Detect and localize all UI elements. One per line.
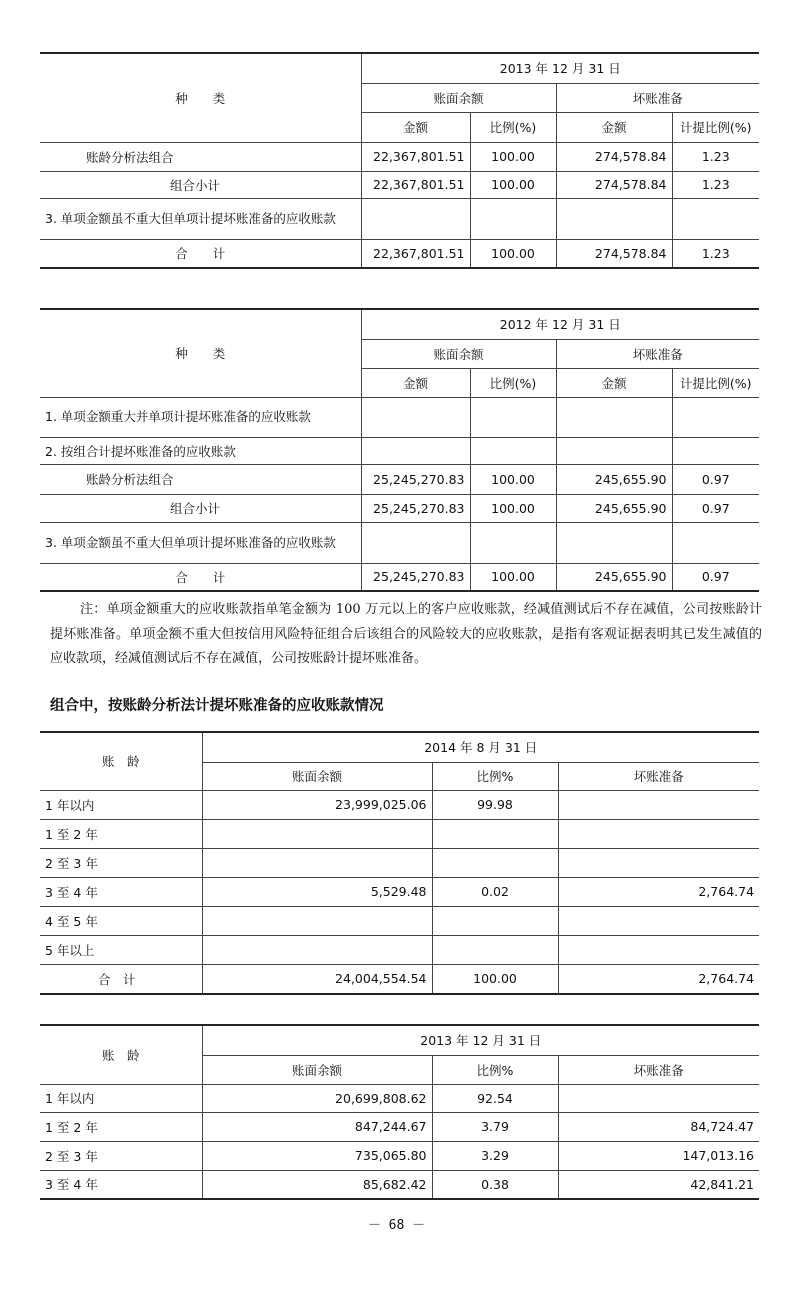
aging-label: 2 至 3 年 <box>40 1141 202 1170</box>
provision-cell: 0.97 <box>672 563 759 591</box>
provision-cell: 1.23 <box>672 171 759 198</box>
bad-debt-cell <box>558 790 759 819</box>
table-row <box>40 877 759 906</box>
footnote-paragraph: 注：单项金额重大的应收账款指单笔金额为 100 万元以上的客户应收账款，经减值测试后不存在减值，公司按账龄计提坏账准备。单项金额不重大但按信用风险特征组合后该组合的风险较大的应收账款，是指有客观证据表明其已发生减值的应收款项，经减值测试后不存在减值，公司按账龄计提坏账准备。 <box>50 602 762 666</box>
row-label: 账龄分析法组合 <box>40 464 361 494</box>
table-row <box>40 848 759 877</box>
ratio-cell: 0.38 <box>432 1170 558 1199</box>
bad-amount-cell <box>556 437 672 464</box>
amount-cell: 22,367,801.51 <box>361 142 470 171</box>
bad-debt-header: 坏账准备 <box>558 762 759 790</box>
aging-label: 5 年以上 <box>40 935 202 964</box>
bad-amount-cell <box>556 198 672 239</box>
provision-cell: 0.97 <box>672 464 759 494</box>
balance-cell: 24,004,554.54 <box>202 964 432 994</box>
amount-cell: 25,245,270.83 <box>361 563 470 591</box>
bad-debt-header: 坏账准备 <box>556 83 759 112</box>
table-row <box>40 522 759 563</box>
table-row <box>40 790 759 819</box>
row-label: 账龄分析法组合 <box>40 142 361 171</box>
ratio-header: 比例% <box>432 1055 558 1084</box>
ratio-cell: 100.00 <box>470 563 556 591</box>
provision-ratio-header: 计提比例(%) <box>672 112 759 142</box>
table-row <box>40 1084 759 1112</box>
amount-cell: 22,367,801.51 <box>361 171 470 198</box>
balance-cell <box>202 906 432 935</box>
bad-amount-cell: 245,655.90 <box>556 563 672 591</box>
provision-cell <box>672 437 759 464</box>
table-row <box>40 239 759 268</box>
ratio-cell <box>470 198 556 239</box>
ratio-cell: 92.54 <box>432 1084 558 1112</box>
ratio-cell: 3.79 <box>432 1112 558 1141</box>
ratio-cell <box>470 522 556 563</box>
amount-cell <box>361 437 470 464</box>
bad-debt-header: 坏账准备 <box>556 339 759 368</box>
category-header: 种 类 <box>40 309 361 397</box>
bad-amount-cell: 245,655.90 <box>556 464 672 494</box>
bad-debt-cell <box>558 848 759 877</box>
book-balance-header: 账面余额 <box>202 1055 432 1084</box>
ratio-cell <box>470 397 556 437</box>
table-row <box>40 563 759 591</box>
date-header: 2013 年 12 月 31 日 <box>361 53 759 83</box>
table-row <box>40 437 759 464</box>
aging-table-2013 <box>40 1024 759 1200</box>
amount-header: 金额 <box>556 368 672 397</box>
table-row <box>40 142 759 171</box>
amount-cell <box>361 522 470 563</box>
ratio-cell <box>432 935 558 964</box>
amount-cell: 25,245,270.83 <box>361 494 470 522</box>
provision-ratio-header: 计提比例(%) <box>672 368 759 397</box>
date-header: 2012 年 12 月 31 日 <box>361 309 759 339</box>
ratio-cell: 0.02 <box>432 877 558 906</box>
bad-debt-header: 坏账准备 <box>558 1055 759 1084</box>
bad-debt-cell <box>558 1084 759 1112</box>
balance-cell: 23,999,025.06 <box>202 790 432 819</box>
ratio-cell <box>470 437 556 464</box>
ratio-cell: 99.98 <box>432 790 558 819</box>
aging-label: 3 至 4 年 <box>40 877 202 906</box>
amount-cell: 25,245,270.83 <box>361 464 470 494</box>
balance-cell: 5,529.48 <box>202 877 432 906</box>
provision-cell <box>672 198 759 239</box>
receivables-category-table-2013 <box>40 52 759 269</box>
ratio-cell: 100.00 <box>470 464 556 494</box>
bad-amount-cell: 274,578.84 <box>556 171 672 198</box>
table-row <box>40 935 759 964</box>
ratio-cell: 100.00 <box>470 171 556 198</box>
row-label: 2. 按组合计提坏账准备的应收账款 <box>40 437 361 464</box>
ratio-cell <box>432 906 558 935</box>
date-header: 2014 年 8 月 31 日 <box>202 732 759 762</box>
table-row <box>40 1141 759 1170</box>
table-row <box>40 1112 759 1141</box>
ratio-cell <box>432 819 558 848</box>
row-label: 合 计 <box>40 239 361 268</box>
table-row <box>40 494 759 522</box>
bad-debt-cell: 2,764.74 <box>558 877 759 906</box>
bad-amount-cell <box>556 522 672 563</box>
table-row <box>40 397 759 437</box>
ratio-cell: 100.00 <box>470 142 556 171</box>
amount-header: 金额 <box>361 368 470 397</box>
balance-cell <box>202 819 432 848</box>
balance-cell: 847,244.67 <box>202 1112 432 1141</box>
bad-debt-cell <box>558 819 759 848</box>
bad-debt-cell: 147,013.16 <box>558 1141 759 1170</box>
bad-debt-cell: 42,841.21 <box>558 1170 759 1199</box>
aging-label: 2 至 3 年 <box>40 848 202 877</box>
table-row <box>40 1170 759 1199</box>
provision-cell: 0.97 <box>672 494 759 522</box>
provision-cell: 1.23 <box>672 239 759 268</box>
aging-label: 1 年以内 <box>40 790 202 819</box>
provision-cell: 1.23 <box>672 142 759 171</box>
aging-header: 账 龄 <box>40 732 202 790</box>
page-number: － 68 － <box>367 1218 426 1233</box>
row-label: 1. 单项金额重大并单项计提坏账准备的应收账款 <box>40 397 361 437</box>
balance-cell: 735,065.80 <box>202 1141 432 1170</box>
ratio-cell: 3.29 <box>432 1141 558 1170</box>
row-label: 合 计 <box>40 563 361 591</box>
table-row <box>40 964 759 994</box>
ratio-header: 比例(%) <box>470 112 556 142</box>
ratio-cell: 100.00 <box>470 494 556 522</box>
book-balance-header: 账面余额 <box>361 339 556 368</box>
bad-amount-cell: 274,578.84 <box>556 239 672 268</box>
bad-amount-cell <box>556 397 672 437</box>
balance-cell <box>202 935 432 964</box>
aging-label: 1 年以内 <box>40 1084 202 1112</box>
category-header: 种 类 <box>40 53 361 142</box>
table-row <box>40 819 759 848</box>
aging-label: 1 至 2 年 <box>40 1112 202 1141</box>
table-row <box>40 464 759 494</box>
ratio-header: 比例% <box>432 762 558 790</box>
provision-cell <box>672 397 759 437</box>
aging-label: 1 至 2 年 <box>40 819 202 848</box>
provision-cell <box>672 522 759 563</box>
balance-cell <box>202 848 432 877</box>
row-label: 3. 单项金额虽不重大但单项计提坏账准备的应收账款 <box>40 198 361 239</box>
table-row <box>40 906 759 935</box>
bad-debt-cell: 2,764.74 <box>558 964 759 994</box>
amount-cell: 22,367,801.51 <box>361 239 470 268</box>
aging-label: 4 至 5 年 <box>40 906 202 935</box>
row-label: 3. 单项金额虽不重大但单项计提坏账准备的应收账款 <box>40 522 361 563</box>
ratio-header: 比例(%) <box>470 368 556 397</box>
bad-debt-cell: 84,724.47 <box>558 1112 759 1141</box>
section-heading: 组合中，按账龄分析法计提坏账准备的应收账款情况 <box>50 698 384 714</box>
table-row <box>40 171 759 198</box>
aging-label: 合 计 <box>40 964 202 994</box>
ratio-cell: 100.00 <box>470 239 556 268</box>
bad-debt-cell <box>558 935 759 964</box>
receivables-category-table-2012 <box>40 308 759 592</box>
date-header: 2013 年 12 月 31 日 <box>202 1025 759 1055</box>
amount-header: 金额 <box>556 112 672 142</box>
amount-header: 金额 <box>361 112 470 142</box>
bad-amount-cell: 245,655.90 <box>556 494 672 522</box>
aging-table-2014 <box>40 731 759 995</box>
aging-label: 3 至 4 年 <box>40 1170 202 1199</box>
amount-cell <box>361 397 470 437</box>
book-balance-header: 账面余额 <box>361 83 556 112</box>
table-row <box>40 198 759 239</box>
bad-amount-cell: 274,578.84 <box>556 142 672 171</box>
aging-header: 账 龄 <box>40 1025 202 1084</box>
bad-debt-cell <box>558 906 759 935</box>
ratio-cell: 100.00 <box>432 964 558 994</box>
ratio-cell <box>432 848 558 877</box>
book-balance-header: 账面余额 <box>202 762 432 790</box>
balance-cell: 85,682.42 <box>202 1170 432 1199</box>
row-label: 组合小计 <box>40 171 361 198</box>
balance-cell: 20,699,808.62 <box>202 1084 432 1112</box>
amount-cell <box>361 198 470 239</box>
row-label: 组合小计 <box>40 494 361 522</box>
